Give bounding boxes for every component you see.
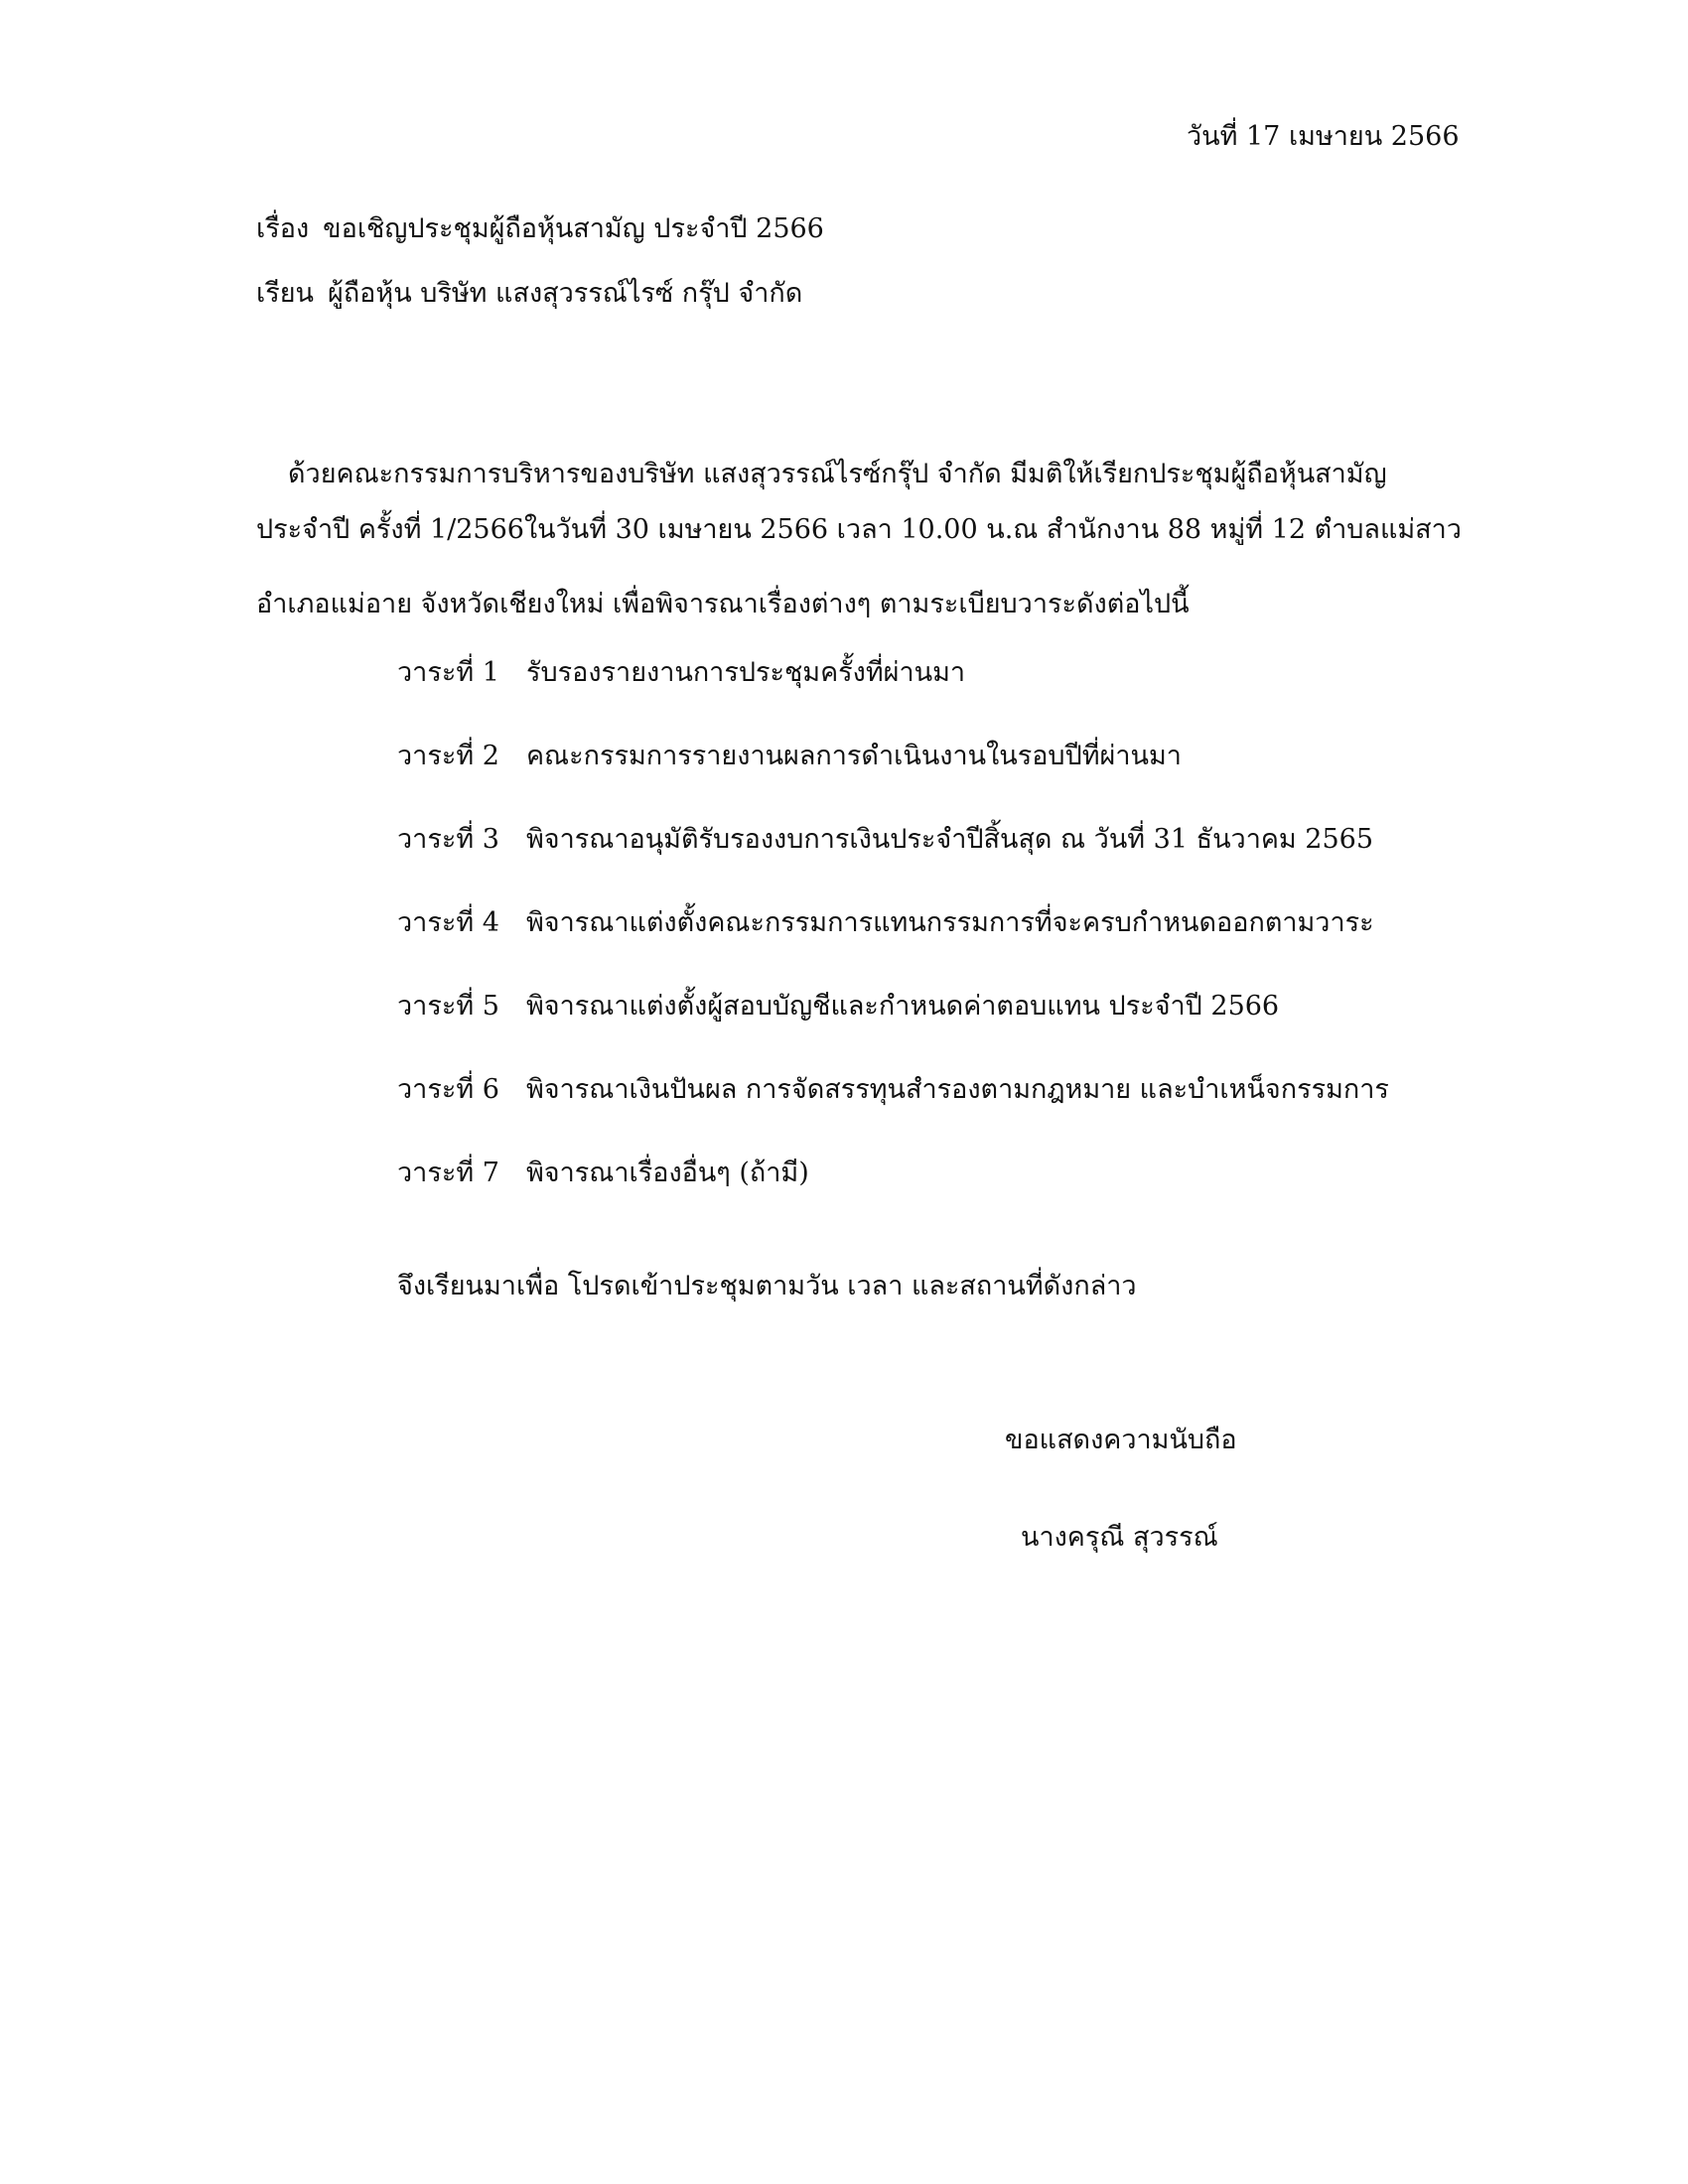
agenda-text: พิจารณาอนุมัติรับรองงบการเงินประจำปีสิ้นสุด ณ วันที่ 31 ธันวาคม 2565 [526, 824, 1374, 855]
recipient-text: ผู้ถือหุ้น บริษัท แสงสุวรรณ์ไรซ์ กรุ๊ป จำกัด [328, 278, 803, 309]
agenda-text: รับรองรายงานการประชุมครั้งที่ผ่านมา [526, 657, 966, 688]
agenda-item [397, 737, 1182, 776]
body-line: ประจำปี ครั้งที่ 1/2566ในวันที่ 30 เมษายน 2566 เวลา 10.00 น.ณ สำนักงาน 88 หมู่ที่ 12 ตำบลแม่สาว [256, 514, 1462, 545]
agenda-item [397, 903, 1374, 943]
agenda-text: พิจารณาเงินปันผล การจัดสรรทุนสำรองตามกฎหมาย และบำเหน็จกรรมการ [526, 1074, 1389, 1105]
agenda-text: พิจารณาแต่งตั้งคณะกรรมการแทนกรรมการที่จะครบกำหนดออกตามวาระ [526, 907, 1374, 938]
letter-date: วันที่ 17 เมษายน 2566 [1187, 121, 1460, 152]
agenda-number: วาระที่ 6 [397, 1074, 499, 1105]
signer-name: นางครุณี สุวรรณ์ [1021, 1522, 1218, 1553]
body-line: อำเภอแม่อาย จังหวัดเชียงใหม่ เพื่อพิจารณาเรื่องต่างๆ ตามระเบียบวาระดังต่อไปนี้ [256, 589, 1190, 619]
regards-line: ขอแสดงความนับถือ [1005, 1425, 1237, 1455]
subject-label: เรื่อง [256, 213, 310, 244]
agenda-number: วาระที่ 4 [397, 907, 499, 938]
agenda-text: พิจารณาเรื่องอื่นๆ (ถ้ามี) [526, 1158, 809, 1188]
agenda-number: วาระที่ 2 [397, 741, 499, 771]
agenda-text: คณะกรรมการรายงานผลการดำเนินงานในรอบปีที่ผ่านมา [526, 741, 1182, 771]
agenda-number: วาระที่ 7 [397, 1158, 499, 1188]
closing-line: จึงเรียนมาเพื่อ โปรดเข้าประชุมตามวัน เวลา และสถานที่ดังกล่าว [397, 1271, 1137, 1301]
agenda-item [397, 653, 965, 693]
agenda-item [397, 1070, 1389, 1110]
recipient-label: เรียน [256, 278, 315, 309]
agenda-item [397, 1154, 809, 1193]
agenda-item [397, 820, 1373, 860]
subject-text: ขอเชิญประชุมผู้ถือหุ้นสามัญ ประจำปี 2566 [323, 213, 824, 244]
agenda-item [397, 987, 1279, 1026]
agenda-number: วาระที่ 5 [397, 991, 499, 1022]
recipient-line [256, 274, 802, 314]
agenda-number: วาระที่ 3 [397, 824, 499, 855]
agenda-text: พิจารณาแต่งตั้งผู้สอบบัญชีและกำหนดค่าตอบแทน ประจำปี 2566 [526, 991, 1280, 1022]
body-line: ด้วยคณะกรรมการบริหารของบริษัท แสงสุวรรณ์ไรซ์กรุ๊ป จำกัด มีมติให้เรียกประชุมผู้ถือหุ้นสามัญ [288, 459, 1387, 489]
subject-line [256, 209, 824, 249]
agenda-number: วาระที่ 1 [397, 657, 499, 688]
